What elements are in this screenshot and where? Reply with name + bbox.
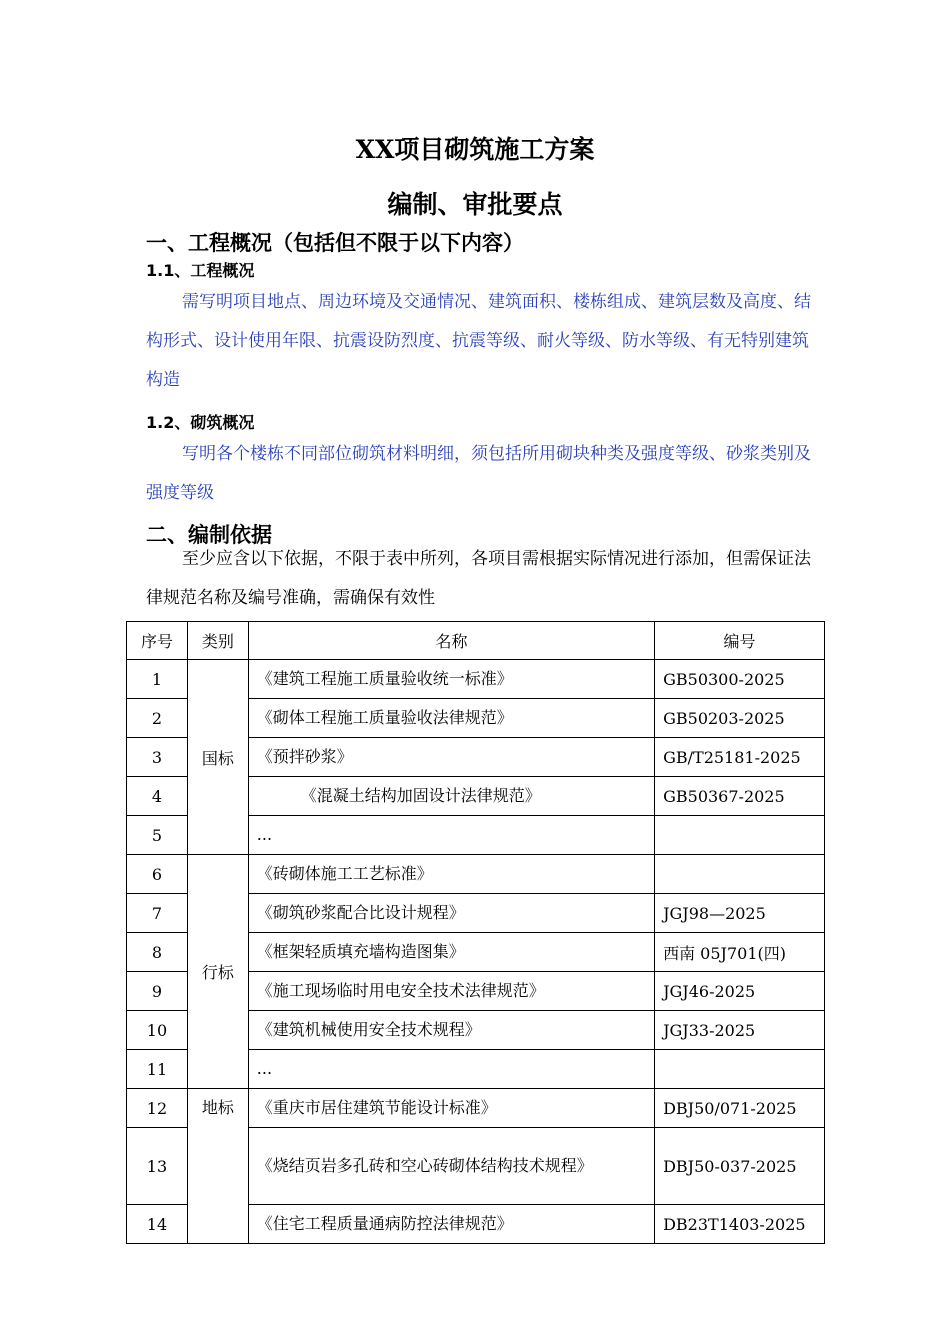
row-name: 《住宅工程质量通病防控法律规范》 bbox=[248, 1205, 654, 1244]
row-code: GB50300-2025 bbox=[655, 660, 825, 699]
row-code: GB/T25181-2025 bbox=[655, 738, 825, 777]
row-no: 7 bbox=[127, 894, 188, 933]
row-code: DB23T1403-2025 bbox=[655, 1205, 825, 1244]
row-no: 5 bbox=[127, 816, 188, 855]
section-1-heading: 一、工程概况（包括但不限于以下内容） bbox=[146, 230, 524, 255]
row-code bbox=[655, 1050, 825, 1089]
row-no: 13 bbox=[127, 1128, 188, 1205]
header-name: 名称 bbox=[248, 622, 654, 660]
row-no: 9 bbox=[127, 972, 188, 1011]
section-1-2-heading: 1.2、砌筑概况 bbox=[146, 413, 255, 432]
header-category: 类别 bbox=[187, 622, 248, 660]
row-name: 《砖砌体施工工艺标准》 bbox=[248, 855, 654, 894]
row-no: 2 bbox=[127, 699, 188, 738]
table-header-row bbox=[127, 622, 825, 660]
row-code: JGJ98—2025 bbox=[655, 894, 825, 933]
category-local: 地标 bbox=[187, 1089, 248, 1244]
basis-table bbox=[126, 621, 825, 1244]
section-1-1-text: 需写明项目地点、周边环境及交通情况、建筑面积、楼栋组成、建筑层数及高度、结构形式、设计使用年限、抗震设防烈度、抗震等级、耐火等级、防水等级、有无特别建筑构造 bbox=[146, 292, 811, 390]
row-no: 6 bbox=[127, 855, 188, 894]
row-name: 《烧结页岩多孔砖和空心砖砌体结构技术规程》 bbox=[248, 1128, 654, 1205]
section-1-1-heading: 1.1、工程概况 bbox=[146, 261, 255, 280]
category-national: 国标 bbox=[187, 660, 248, 855]
row-code: GB50203-2025 bbox=[655, 699, 825, 738]
document-title: XX项目砌筑施工方案 bbox=[355, 135, 595, 164]
table-row bbox=[127, 660, 825, 699]
row-name: 《施工现场临时用电安全技术法律规范》 bbox=[248, 972, 654, 1011]
row-no: 1 bbox=[127, 660, 188, 699]
table-row bbox=[127, 1089, 825, 1128]
row-code: DBJ50-037-2025 bbox=[655, 1128, 825, 1205]
row-name: 《预拌砂浆》 bbox=[248, 738, 654, 777]
row-no: 14 bbox=[127, 1205, 188, 1244]
section-2-heading: 二、编制依据 bbox=[146, 522, 272, 547]
row-name: 《建筑机械使用安全技术规程》 bbox=[248, 1011, 654, 1050]
row-name: ... bbox=[248, 1050, 654, 1089]
row-no: 12 bbox=[127, 1089, 188, 1128]
row-name: 《建筑工程施工质量验收统一标准》 bbox=[248, 660, 654, 699]
row-code: GB50367-2025 bbox=[655, 777, 825, 816]
row-code bbox=[655, 855, 825, 894]
section-2-text: 至少应含以下依据，不限于表中所列，各项目需根据实际情况进行添加，但需保证法律规范名称及编号准确，需确保有效性 bbox=[146, 549, 811, 608]
row-code: JGJ46-2025 bbox=[655, 972, 825, 1011]
row-no: 11 bbox=[127, 1050, 188, 1089]
row-name: 《重庆市居住建筑节能设计标准》 bbox=[248, 1089, 654, 1128]
row-no: 3 bbox=[127, 738, 188, 777]
row-code bbox=[655, 816, 825, 855]
row-no: 4 bbox=[127, 777, 188, 816]
row-name: 《框架轻质填充墙构造图集》 bbox=[248, 933, 654, 972]
header-no: 序号 bbox=[127, 622, 188, 660]
row-name: ... bbox=[248, 816, 654, 855]
category-industry: 行标 bbox=[187, 855, 248, 1089]
row-no: 10 bbox=[127, 1011, 188, 1050]
row-name: 《砌体工程施工质量验收法律规范》 bbox=[248, 699, 654, 738]
row-code: JGJ33-2025 bbox=[655, 1011, 825, 1050]
header-code: 编号 bbox=[655, 622, 825, 660]
table-row bbox=[127, 855, 825, 894]
row-code: DBJ50/071-2025 bbox=[655, 1089, 825, 1128]
row-no: 8 bbox=[127, 933, 188, 972]
section-1-2-text: 写明各个楼栋不同部位砌筑材料明细，须包括所用砌块种类及强度等级、砂浆类别及强度等级 bbox=[146, 444, 811, 503]
row-name: 《砌筑砂浆配合比设计规程》 bbox=[248, 894, 654, 933]
row-name: 《混凝土结构加固设计法律规范》 bbox=[248, 777, 654, 816]
document-subtitle: 编制、审批要点 bbox=[387, 190, 563, 219]
row-code: 西南 05J701(四) bbox=[655, 933, 825, 972]
